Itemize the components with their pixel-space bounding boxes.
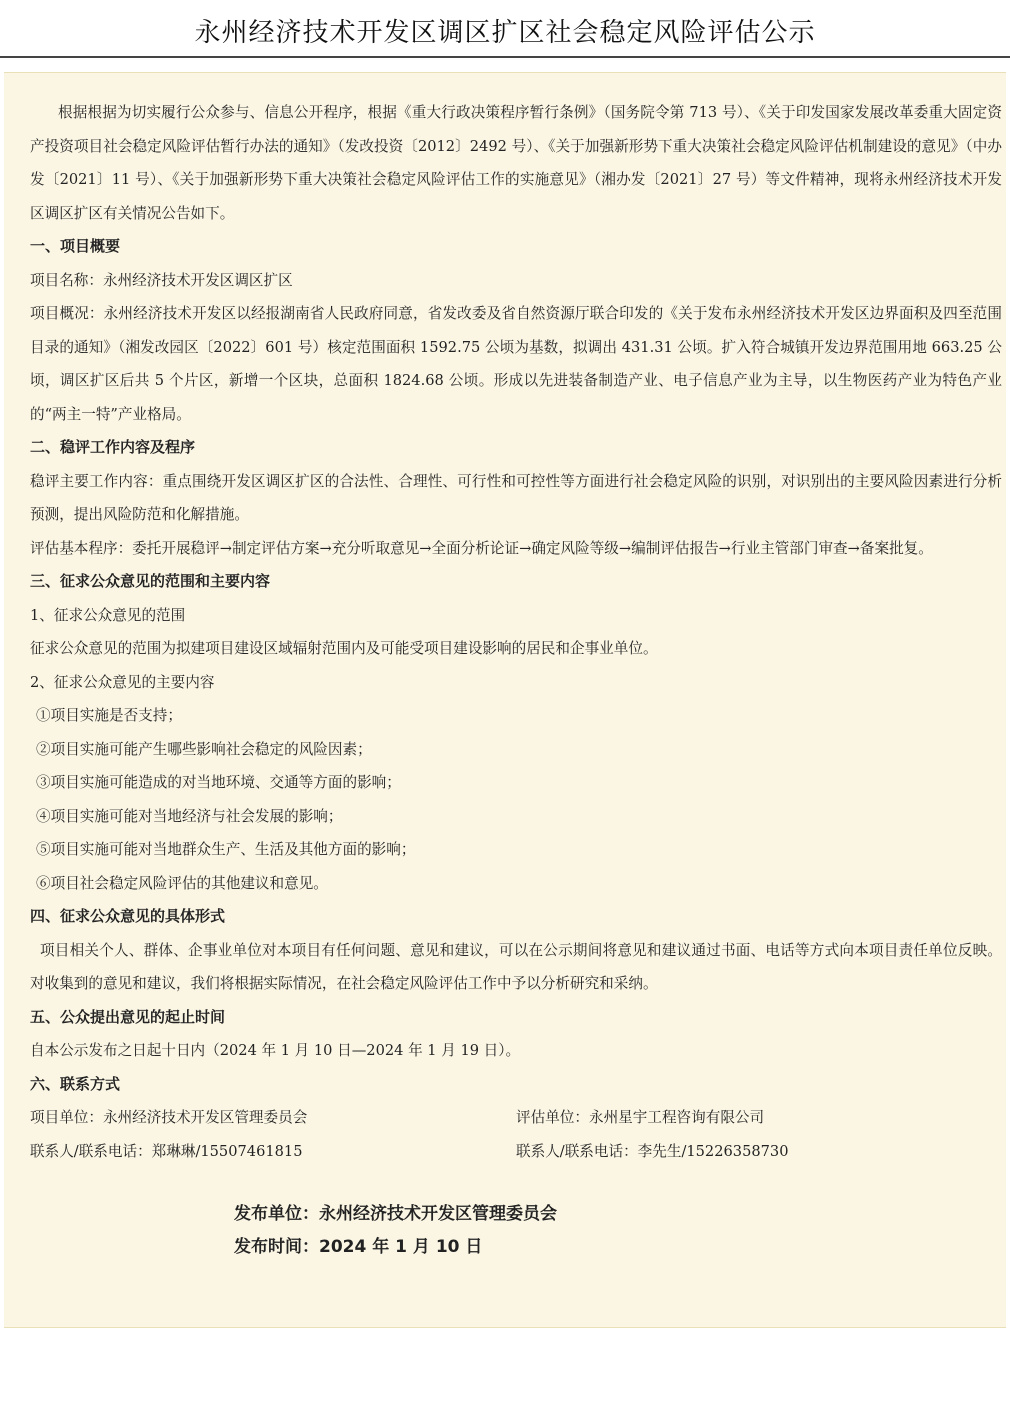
list-item: ⑥项目社会稳定风险评估的其他建议和意见。: [36, 874, 328, 892]
work-content: [4, 465, 1006, 532]
feedback-period: 自本公示发布之日起十日内（2024 年 1 月 10 日—2024 年 1 月 19 日）。: [30, 1042, 521, 1059]
content-title: 2、征求公众意见的主要内容: [30, 673, 215, 691]
publish-date: 发布时间：2024 年 1 月 10 日: [234, 1237, 483, 1257]
intro-text: 根据根据为切实履行公众参与、信息公开程序，根据《重大行政决策程序暂行条例》（国务院令第 713 号）、《关于印发国家发展改革委重大固定资产投资项目社会稳定风险评估暂行办法的通知》（发改投资〔2012〕2492 号）、《关于加强新形势下重大决策社会稳定风险评估机制建设的意见》（中办发〔2021〕11 号）、《关于加强新形势下重大决策社会稳定风险评估工作的实施意见》（湘办发〔2021〕27 号）等文件精神，现将永州经济技术开发区调区扩区有关情况公告如下。: [30, 104, 1002, 222]
section4-heading: 四、征求公众意见的具体形式: [30, 907, 226, 925]
project-unit: 项目单位：永州经济技术开发区管理委员会: [30, 1109, 308, 1126]
work-content-text: 稳评主要工作内容：重点围绕开发区调区扩区的合法性、合理性、可行性和可控性等方面进行社会稳定风险的识别，对识别出的主要风险因素进行分析预测，提出风险防范和化解措施。: [30, 472, 1002, 523]
eval-unit: 评估单位：永州星宇工程咨询有限公司: [516, 1109, 765, 1126]
section5-heading: 五、公众提出意见的起止时间: [30, 1007, 226, 1026]
work-procedure: [4, 532, 1006, 566]
scope-title: 1、征求公众意见的范围: [30, 606, 186, 624]
intro-paragraph: [4, 96, 1006, 230]
contact-row-units: [4, 1101, 1006, 1135]
project-overview: [4, 297, 1006, 431]
project-overview-text: 项目概况：永州经济技术开发区以经报湖南省人民政府同意，省发改委及省自然资源厅联合印发的《关于发布永州经济技术开发区边界面积及四至范围目录的通知》（湘发改园区〔2022〕601 号）核定范围面积 1592.75 公顷为基数，拟调出 431.31 公顷。扩入符合城镇开发边界范围用地 663.25 公顷，调区扩区后共 5 个片区，新增一个区块，总面积 1824.68 公顷。形成以先进装备制造产业、电子信息产业为主导，以生物医药产业为特色产业的“两主一特”产业格局。: [30, 305, 1002, 423]
scope-text: 征求公众意见的范围为拟建项目建设区域辐射范围内及可能受项目建设影响的居民和企事业单位。: [30, 640, 658, 657]
list-item: ①项目实施是否支持；: [36, 707, 182, 724]
section6-heading: 六、联系方式: [30, 1074, 121, 1093]
section2-heading: 二、稳评工作内容及程序: [30, 438, 196, 456]
list-item: ③项目实施可能造成的对当地环境、交通等方面的影响；: [36, 774, 401, 791]
section3-heading: 三、征求公众意见的范围和主要内容: [30, 572, 271, 590]
notice-body: [4, 72, 1006, 1328]
list-item: ②项目实施可能产生哪些影响社会稳定的风险因素；: [36, 740, 372, 758]
eval-contact: 联系人/联系电话：李先生/15226358730: [516, 1142, 789, 1160]
project-name: 项目名称：永州经济技术开发区调区扩区: [30, 271, 293, 289]
contact-row-persons: [4, 1135, 1006, 1169]
project-contact: 联系人/联系电话：郑琳琳/15507461815: [30, 1142, 303, 1160]
title-bar: [0, 0, 1010, 58]
publisher: 发布单位：永州经济技术开发区管理委员会: [234, 1204, 557, 1224]
list-item: ⑤项目实施可能对当地群众生产、生活及其他方面的影响；: [36, 841, 416, 858]
feedback-form-text: 项目相关个人、群体、企事业单位对本项目有任何问题、意见和建议，可以在公示期间将意见和建议通过书面、电话等方式向本项目责任单位反映。对收集到的意见和建议，我们将根据实际情况，在社会稳定风险评估工作中予以分析研究和采纳。: [30, 941, 1002, 992]
work-procedure-text: 评估基本程序：委托开展稳评→制定评估方案→充分听取意见→全面分析论证→确定风险等级→编制评估报告→行业主管部门审查→备案批复。: [30, 539, 933, 557]
list-item: ④项目实施可能对当地经济与社会发展的影响；: [36, 807, 343, 825]
footer: [4, 1198, 1006, 1264]
section1-heading: 一、项目概要: [30, 237, 121, 255]
page-title: 永州经济技术开发区调区扩区社会稳定风险评估公示: [194, 18, 816, 48]
feedback-form: [4, 934, 1006, 1001]
